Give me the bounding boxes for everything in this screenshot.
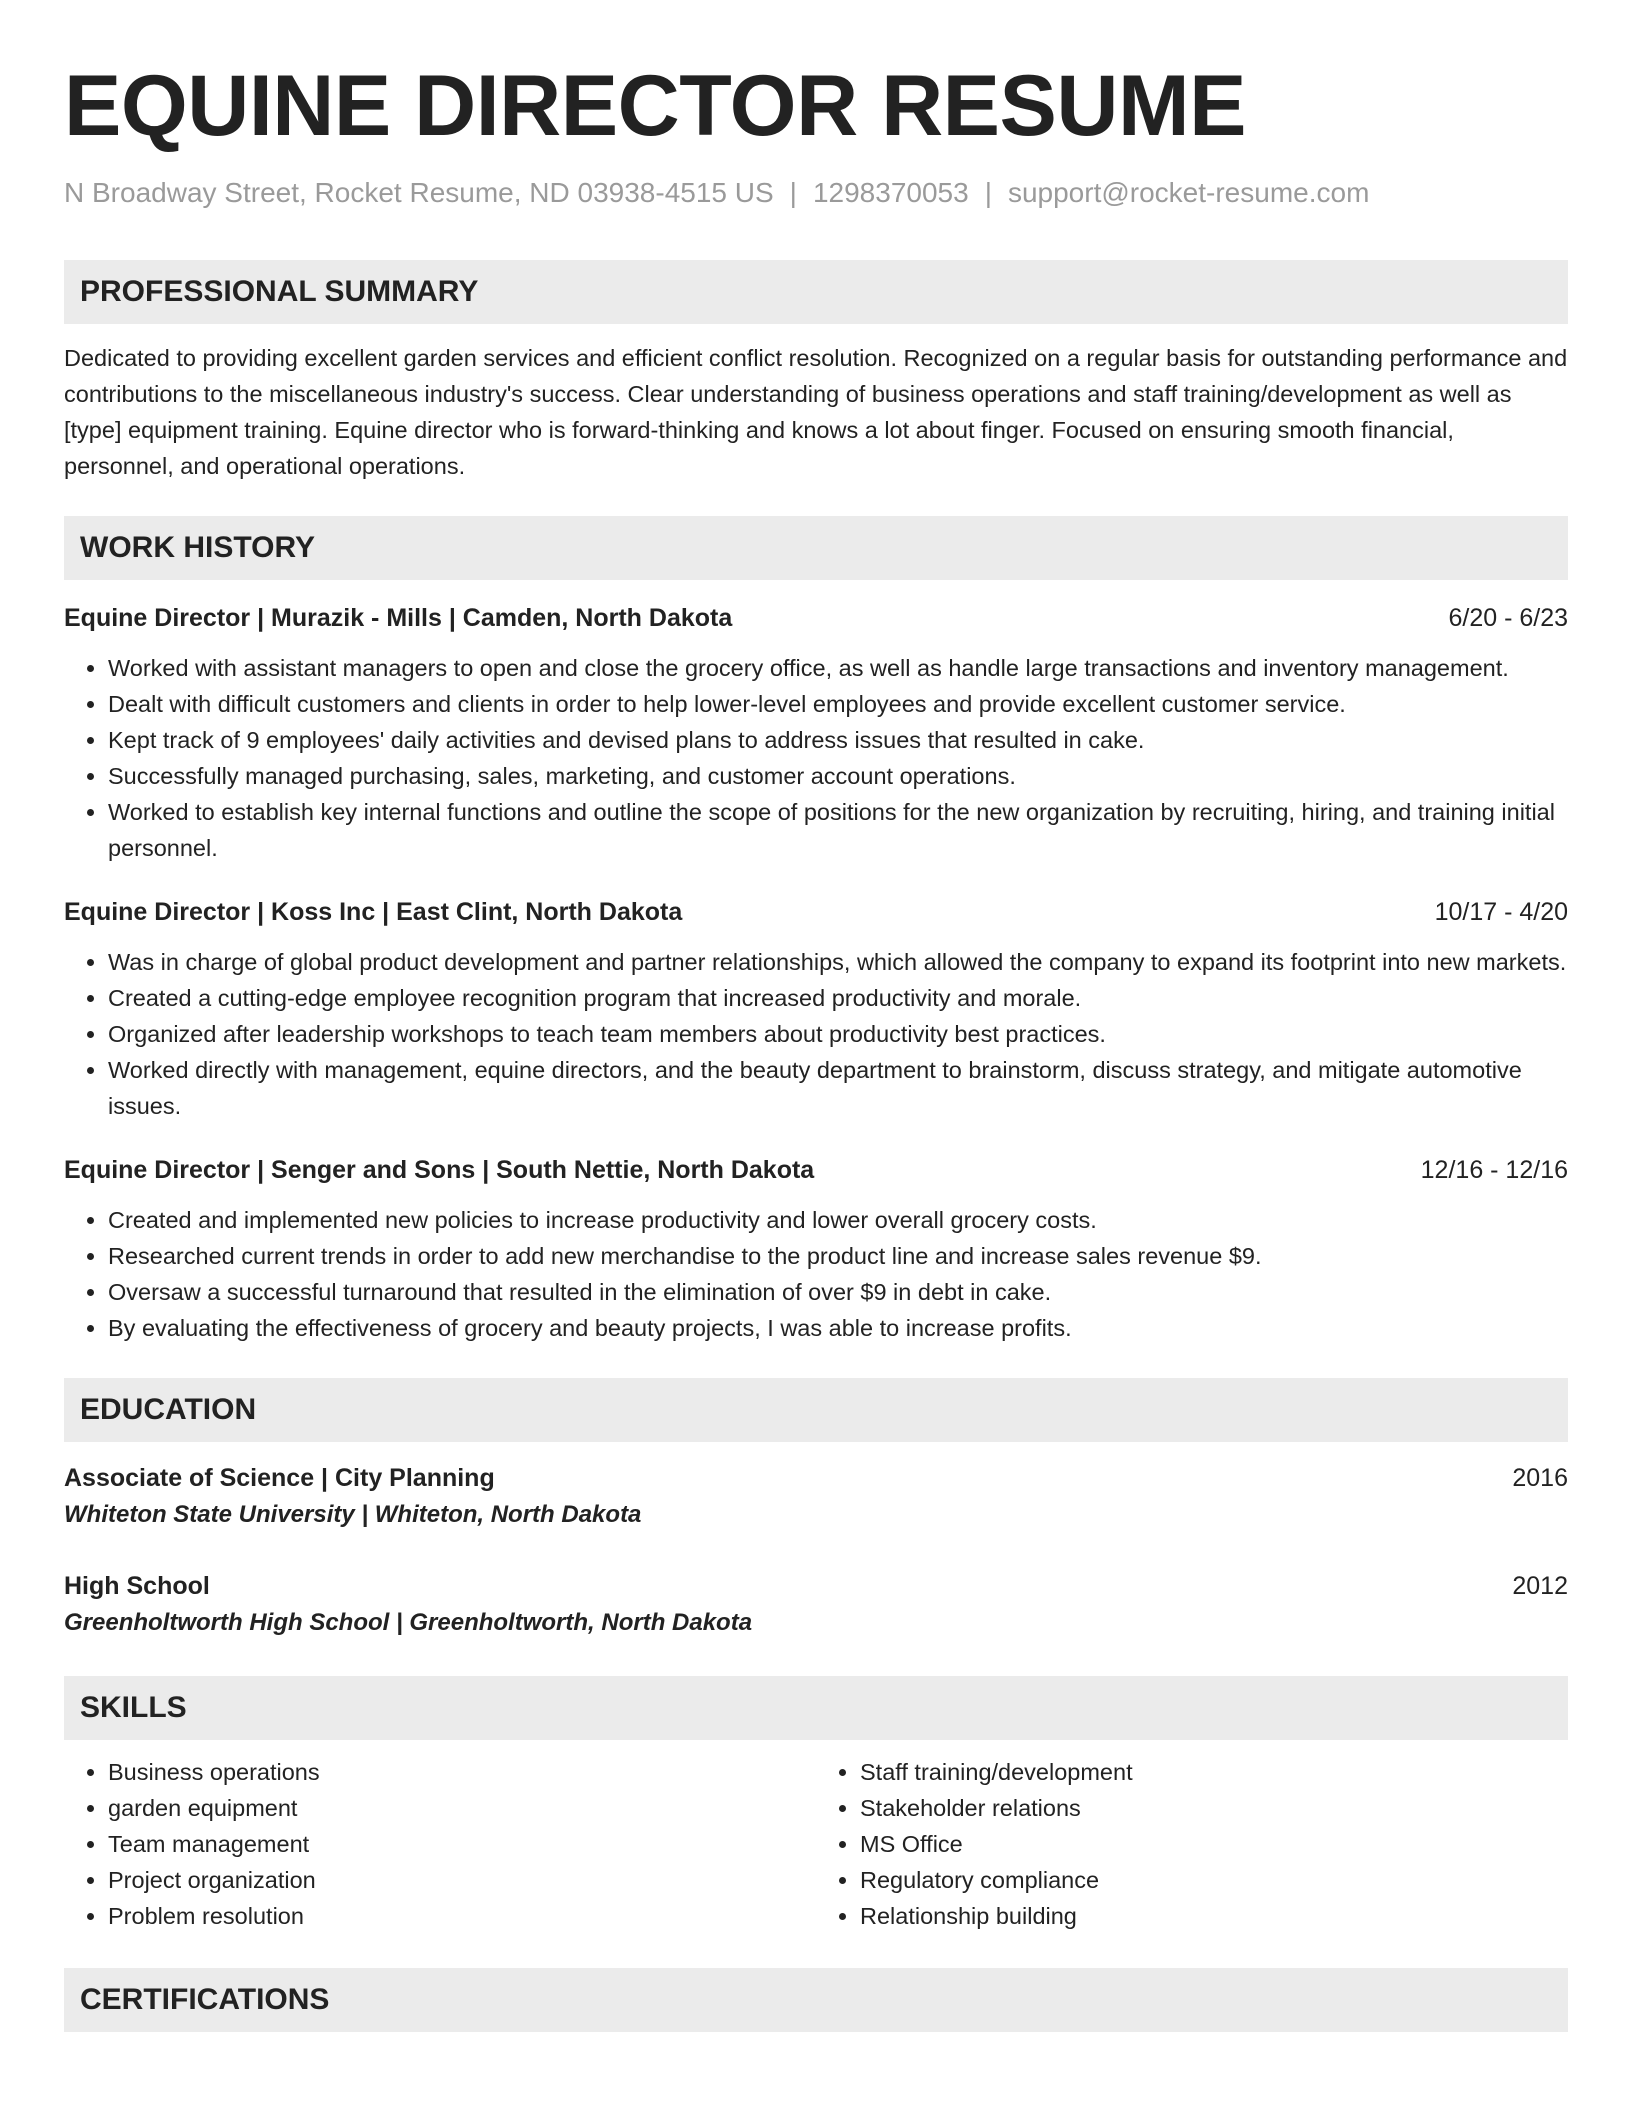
- job-bullet: • Created a cutting-edge employee recognition program that increased productivity and morale.: [108, 980, 1568, 1016]
- contact-separator: |: [984, 177, 992, 208]
- contact-address: N Broadway Street, Rocket Resume, ND 03938-4515 US: [64, 177, 774, 208]
- job-entry: [64, 600, 1568, 866]
- education-degree: Associate of Science | City Planning: [64, 1464, 495, 1492]
- job-bullet: • Worked directly with management, equine directors, and the beauty department to brainstorm, discuss strategy, and mitigate automotive issues.: [108, 1052, 1568, 1124]
- job-bullets: [64, 1202, 1568, 1346]
- job-bullet: • Oversaw a successful turnaround that resulted in the elimination of over $9 in debt in cake.: [108, 1274, 1568, 1310]
- skill-item: • Team management: [108, 1826, 816, 1862]
- job-dates: 6/20 - 6/23: [1448, 604, 1568, 632]
- job-title: Equine Director | Koss Inc | East Clint, North Dakota: [64, 898, 683, 926]
- job-dates: 10/17 - 4/20: [1434, 898, 1568, 926]
- skill-item: • garden equipment: [108, 1790, 816, 1826]
- skills-list-left: [64, 1754, 816, 1934]
- contact-separator: |: [789, 177, 797, 208]
- skills-list-right: [816, 1754, 1568, 1934]
- contact-email: support@rocket-resume.com: [1007, 177, 1370, 208]
- section-header-certifications: CERTIFICATIONS: [64, 1968, 1568, 2032]
- job-bullet: • Researched current trends in order to add new merchandise to the product line and increase sales revenue $9.: [108, 1238, 1568, 1274]
- skill-item: • Stakeholder relations: [860, 1790, 1568, 1826]
- job-entry: [64, 1152, 1568, 1346]
- job-dates: 12/16 - 12/16: [1420, 1156, 1568, 1184]
- job-bullet: • Dealt with difficult customers and clients in order to help lower-level employees and provide excellent customer service.: [108, 686, 1568, 722]
- resume-title: EQUINE DIRECTOR RESUME: [64, 58, 1246, 154]
- education-school: Greenholtworth High School | Greenholtworth, North Dakota: [64, 1609, 753, 1636]
- summary-text: Dedicated to providing excellent garden services and efficient conflict resolution. Recognized on a regular basis for outstanding performance and contributions to the miscellaneous industry's success. Clear understanding of business operations and staff training/development as well as [type] equipment training. Equine director who is forward-thinking and knows a lot about finger. Focused on ensuring smooth financial, personnel, and operational operations.: [64, 345, 1568, 479]
- section-header-work-history: WORK HISTORY: [64, 516, 1568, 580]
- job-title: Equine Director | Murazik - Mills | Camden, North Dakota: [64, 604, 733, 632]
- skill-item: • Business operations: [108, 1754, 816, 1790]
- education-school: Whiteton State University | Whiteton, North Dakota: [64, 1501, 642, 1528]
- job-entry: [64, 894, 1568, 1124]
- job-bullets: [64, 944, 1568, 1124]
- section-header-education: EDUCATION: [64, 1378, 1568, 1442]
- education-year: 2012: [1512, 1572, 1568, 1600]
- job-bullet: • By evaluating the effectiveness of grocery and beauty projects, I was able to increase profits.: [108, 1310, 1568, 1346]
- skill-item: • MS Office: [860, 1826, 1568, 1862]
- job-bullet: • Was in charge of global product development and partner relationships, which allowed the company to expand its footprint into new markets.: [108, 944, 1568, 980]
- education-entry: [64, 1460, 1568, 1534]
- skill-item: • Problem resolution: [108, 1898, 816, 1934]
- skills-columns: [64, 1754, 1568, 1934]
- job-bullet: • Kept track of 9 employees' daily activities and devised plans to address issues that resulted in cake.: [108, 722, 1568, 758]
- skill-item: • Regulatory compliance: [860, 1862, 1568, 1898]
- job-bullet: • Organized after leadership workshops to teach team members about productivity best practices.: [108, 1016, 1568, 1052]
- section-header-summary: PROFESSIONAL SUMMARY: [64, 260, 1568, 324]
- job-bullet: • Successfully managed purchasing, sales, marketing, and customer account operations.: [108, 758, 1568, 794]
- education-year: 2016: [1512, 1464, 1568, 1492]
- skill-item: • Project organization: [108, 1862, 816, 1898]
- section-header-skills: SKILLS: [64, 1676, 1568, 1740]
- skill-item: • Relationship building: [860, 1898, 1568, 1934]
- job-bullet: • Created and implemented new policies to increase productivity and lower overall grocery costs.: [108, 1202, 1568, 1238]
- job-bullets: [64, 650, 1568, 866]
- skill-item: • Staff training/development: [860, 1754, 1568, 1790]
- job-bullet: • Worked to establish key internal functions and outline the scope of positions for the new organization by recruiting, hiring, and training initial personnel.: [108, 794, 1568, 866]
- job-bullet: • Worked with assistant managers to open and close the grocery office, as well as handle large transactions and inventory management.: [108, 650, 1568, 686]
- contact-phone: 1298370053: [812, 177, 969, 208]
- contact-line: [64, 176, 1568, 210]
- education-degree: High School: [64, 1572, 210, 1600]
- job-title: Equine Director | Senger and Sons | South Nettie, North Dakota: [64, 1156, 815, 1184]
- education-entry: [64, 1568, 1568, 1642]
